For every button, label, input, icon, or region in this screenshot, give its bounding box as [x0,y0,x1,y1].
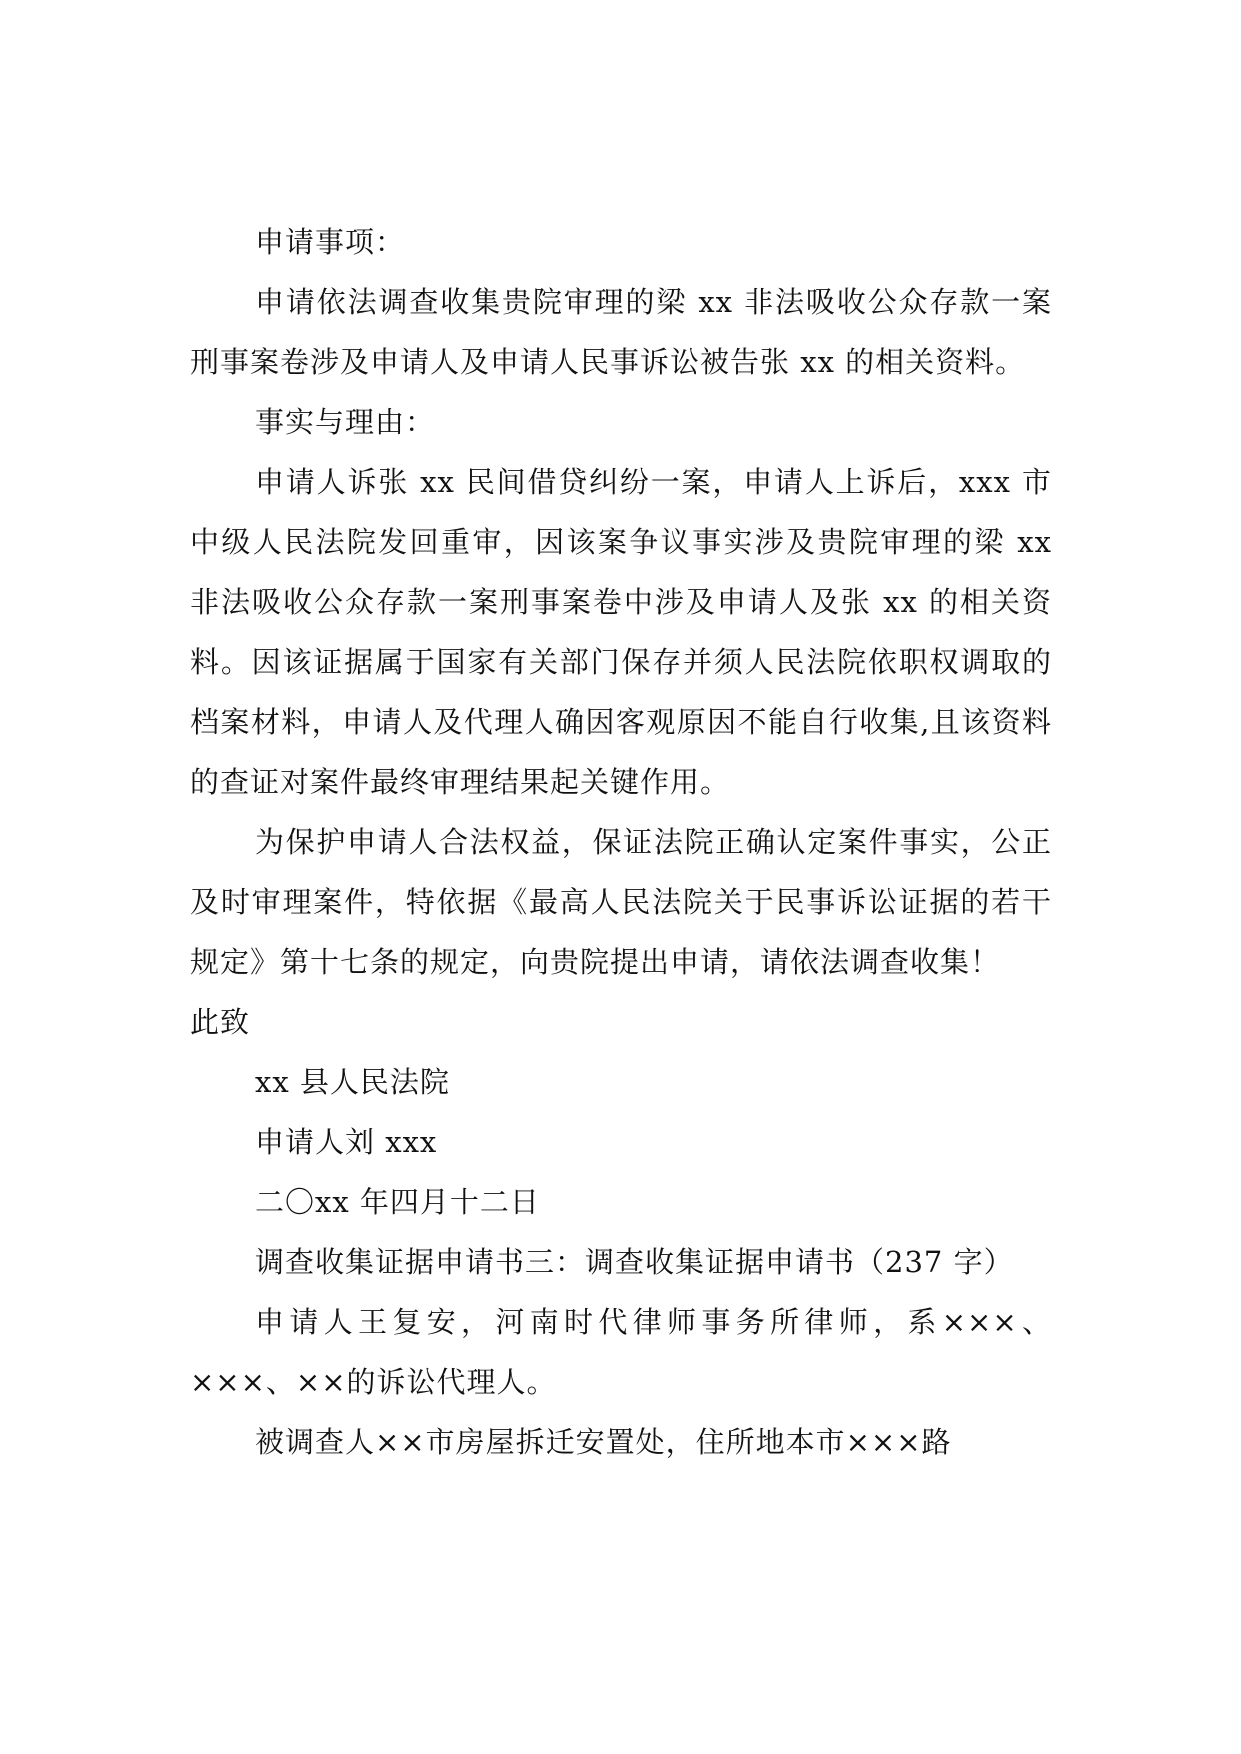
heading-application-items: 申请事项： [255,225,406,259]
paragraph-reasons: 为保护申请人合法权益，保证法院正确认定案件事实，公正及时审理案件，特依据《最高人民法院关于民事诉讼证据的若干规定》第十七条的规定，向贵院提出申请，请依法调查收集！ [190,825,1052,979]
document-body [190,212,1052,1472]
paragraph-applicant-info: 申请人王复安，河南时代律师事务所律师，系×××、×××、××的诉讼代理人。 [190,1305,1052,1399]
section-title-third-application: 调查收集证据申请书三：调查收集证据申请书（237 字） [255,1245,1014,1279]
salutation: 此致 [190,1005,251,1039]
paragraph-application-request: 申请依法调查收集贵院审理的梁 xx 非法吸收公众存款一案刑事案卷涉及申请人及申请人民事诉讼被告张 xx 的相关资料。 [190,285,1052,379]
document-date: 二〇xx 年四月十二日 [255,1185,540,1219]
paragraph-respondent-info: 被调查人××市房屋拆迁安置处，住所地本市×××路 [255,1425,952,1459]
applicant-signature: 申请人刘 xxx [255,1125,438,1159]
recipient-court: xx 县人民法院 [255,1065,450,1099]
heading-facts-and-reasons: 事实与理由： [255,405,436,439]
paragraph-facts: 申请人诉张 xx 民间借贷纠纷一案，申请人上诉后，xxx 市中级人民法院发回重审，因该案争议事实涉及贵院审理的梁 xx 非法吸收公众存款一案刑事案卷中涉及申请人及张 xx 的相关资料。因该证据属于国家有关部门保存并须人民法院依职权调取的档案材料，申请人及代理人确因客观原因不能自行收集,且该资料的查证对案件最终审理结果起关键作用。 [190,465,1052,799]
